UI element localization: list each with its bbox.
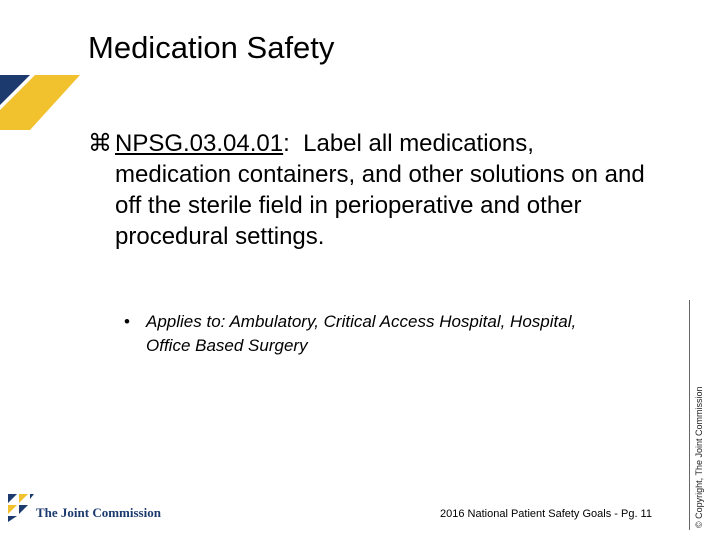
slide-title: Medication Safety — [88, 30, 335, 65]
side-divider — [689, 300, 690, 530]
main-bullet — [88, 128, 652, 252]
joint-commission-logo-icon — [8, 494, 34, 522]
sub-bullet-dot: • — [124, 312, 130, 331]
command-bullet-icon: ⌘ — [88, 130, 112, 157]
code-separator: : — [283, 130, 290, 157]
sub-bullet — [124, 310, 604, 358]
footer-page-info: 2016 National Patient Safety Goals - Pg. 11 — [440, 508, 652, 520]
main-bullet-body: Label all medications, medication containers, and other solutions on and off the sterile field in perioperative and other procedural settings. — [115, 130, 652, 250]
copyright-notice: © Copyright, The Joint Commission — [694, 386, 704, 528]
sub-bullet-text: Applies to: Ambulatory, Critical Access Hospital, Hospital, Office Based Surgery — [146, 312, 577, 355]
logo-text: The Joint Commission — [36, 505, 161, 520]
joint-commission-logo — [8, 494, 178, 524]
standard-code-link[interactable]: NPSG.03.04.01 — [115, 130, 284, 157]
main-bullet-text — [115, 128, 652, 252]
corner-decoration — [0, 0, 90, 130]
